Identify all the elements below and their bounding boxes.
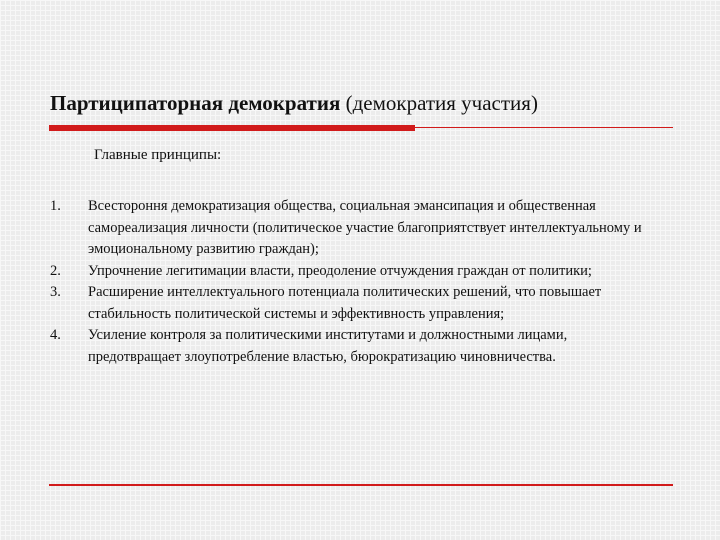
list-item-number: 3. — [50, 284, 61, 300]
list-item-text: Всестороння демократизация общества, социальная эмансипация и общественная самореализация личности (политическое участие благоприятствует интеллектуальному и эмоциональному развитию граждан); — [88, 198, 642, 257]
title-bold: Партиципаторная демократия — [50, 91, 341, 115]
subheading: Главные принципы: — [94, 147, 222, 163]
principles-list — [50, 196, 650, 368]
list-item-number: 2. — [50, 262, 61, 279]
slide-title — [50, 90, 690, 116]
list-item-number: 4. — [50, 327, 61, 343]
list-item — [50, 261, 650, 283]
title-underline-thin — [415, 127, 673, 128]
list-item — [50, 325, 650, 368]
list-item — [50, 282, 650, 325]
list-item-number: 1. — [50, 198, 61, 214]
list-item-text: Расширение интеллектуального потенциала политических решений, что повышает стабильность политической системы и эффективность управления; — [88, 284, 602, 322]
title-underline-thick — [49, 125, 415, 131]
title-rest: (демократия участия) — [340, 91, 538, 115]
list-item-text: Упрочнение легитимации власти, преодоление отчуждения граждан от политики; — [88, 262, 592, 279]
list-item — [50, 196, 650, 261]
list-item-text: Усиление контроля за политическими институтами и должностными лицами, предотвращает злоупотребление властью, бюрократизацию чиновничества. — [88, 327, 568, 365]
bottom-divider — [49, 484, 673, 486]
